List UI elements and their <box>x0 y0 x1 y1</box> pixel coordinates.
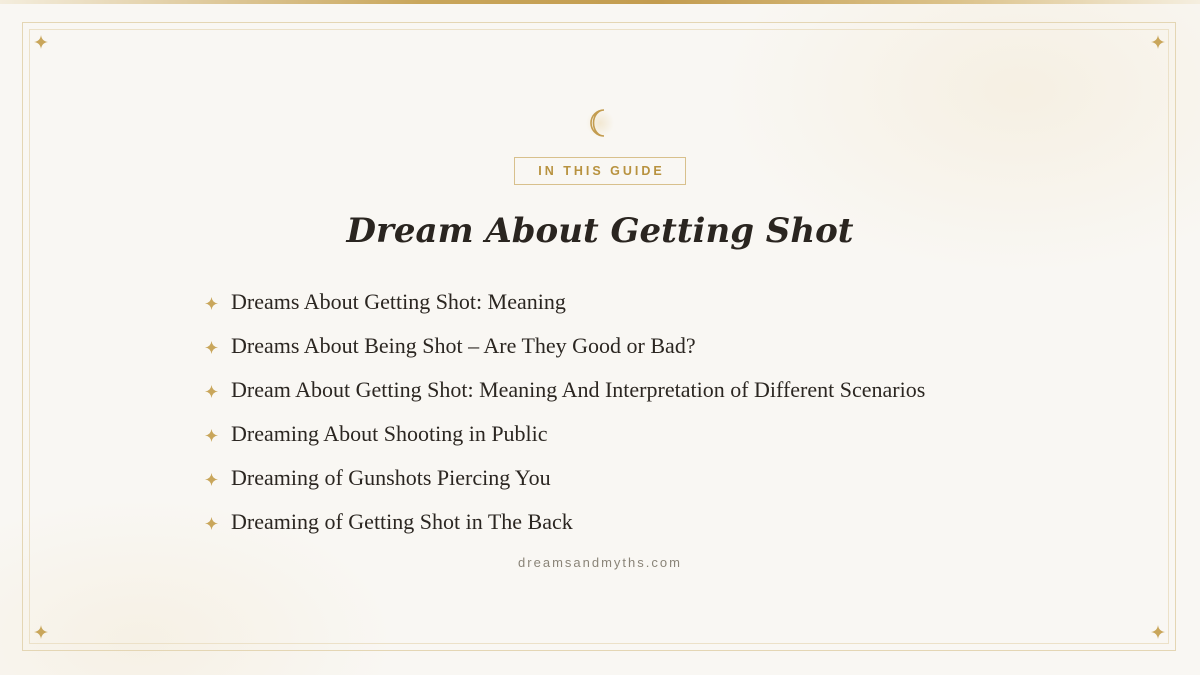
toc-item-label[interactable]: Dream About Getting Shot: Meaning And Interpretation of Different Scenarios <box>231 377 926 402</box>
toc-item-label[interactable]: Dreaming of Gunshots Piercing You <box>231 465 551 490</box>
toc-item[interactable] <box>205 500 1105 544</box>
table-of-contents <box>205 280 1105 544</box>
corner-sparkle-icon <box>34 625 48 639</box>
crescent-moon-icon <box>586 106 614 140</box>
toc-item[interactable] <box>205 368 1105 412</box>
top-accent-bar <box>0 0 1200 4</box>
site-url: dreamsandmyths.com <box>518 555 682 570</box>
section-eyebrow-label: IN THIS GUIDE <box>514 157 686 185</box>
toc-item[interactable] <box>205 412 1105 456</box>
four-point-star-icon <box>205 429 218 442</box>
toc-item-label[interactable]: Dreaming of Getting Shot in The Back <box>231 509 573 534</box>
toc-item[interactable] <box>205 456 1105 500</box>
four-point-star-icon <box>205 473 218 486</box>
four-point-star-icon <box>205 297 218 310</box>
toc-item-label[interactable]: Dreams About Getting Shot: Meaning <box>231 289 566 314</box>
corner-sparkle-icon <box>34 35 48 49</box>
toc-item[interactable] <box>205 280 1105 324</box>
toc-item[interactable] <box>205 324 1105 368</box>
corner-sparkle-icon <box>1151 625 1165 639</box>
four-point-star-icon <box>205 517 218 530</box>
corner-sparkle-icon <box>1151 35 1165 49</box>
page-title: Dream About Getting Shot <box>346 211 854 251</box>
four-point-star-icon <box>205 385 218 398</box>
four-point-star-icon <box>205 341 218 354</box>
toc-item-label[interactable]: Dreaming About Shooting in Public <box>231 421 548 446</box>
toc-item-label[interactable]: Dreams About Being Shot – Are They Good or Bad? <box>231 333 696 358</box>
